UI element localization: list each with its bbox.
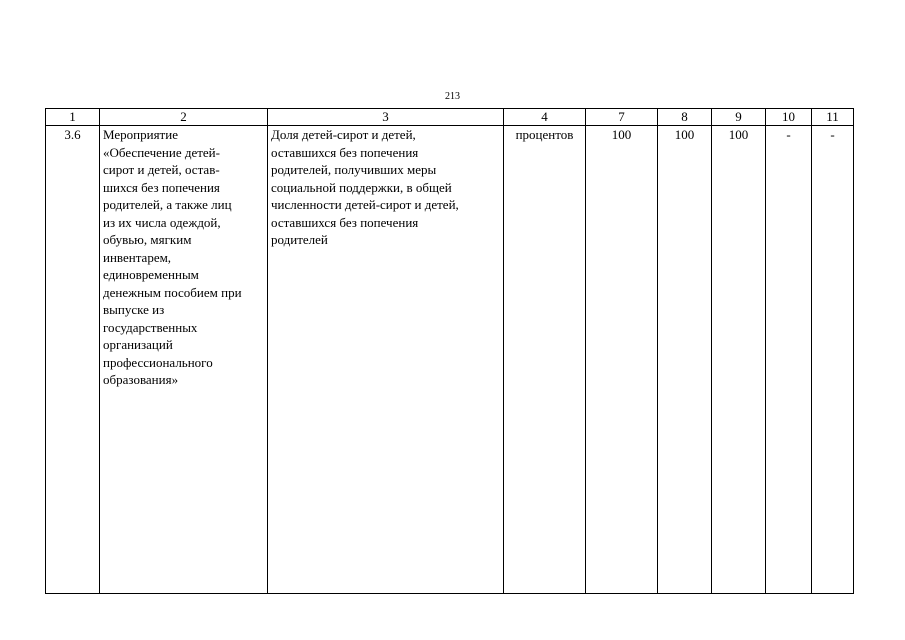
cell-value-7: 100 <box>586 126 658 594</box>
cell-event-name: Мероприятие «Обеспечение детей- сирот и детей, остав- шихся без попечения родителей, а также лиц из их числа одеждой, обувью, мягким инвентарем, единовременным денежным пособием при выпуске из государственных организаций профессионального образования» <box>100 126 268 594</box>
header-col-9: 9 <box>712 109 766 126</box>
cell-indicator-name: Доля детей-сирот и детей, оставшихся без попечения родителей, получивших меры социальной поддержки, в общей численности детей-сирот и детей, оставшихся без попечения родителей <box>268 126 504 594</box>
cell-unit: процентов <box>504 126 586 594</box>
cell-value-11: - <box>812 126 854 594</box>
indicator-table <box>45 108 854 594</box>
header-col-3: 3 <box>268 109 504 126</box>
cell-value-9: 100 <box>712 126 766 594</box>
cell-number: 3.6 <box>46 126 100 594</box>
header-col-2: 2 <box>100 109 268 126</box>
cell-value-10: - <box>766 126 812 594</box>
header-col-7: 7 <box>586 109 658 126</box>
table-header-row <box>46 109 854 126</box>
page-number: 213 <box>445 91 460 102</box>
cell-value-8: 100 <box>658 126 712 594</box>
header-col-8: 8 <box>658 109 712 126</box>
header-col-4: 4 <box>504 109 586 126</box>
header-col-11: 11 <box>812 109 854 126</box>
header-col-10: 10 <box>766 109 812 126</box>
table-row <box>46 126 854 594</box>
header-col-1: 1 <box>46 109 100 126</box>
